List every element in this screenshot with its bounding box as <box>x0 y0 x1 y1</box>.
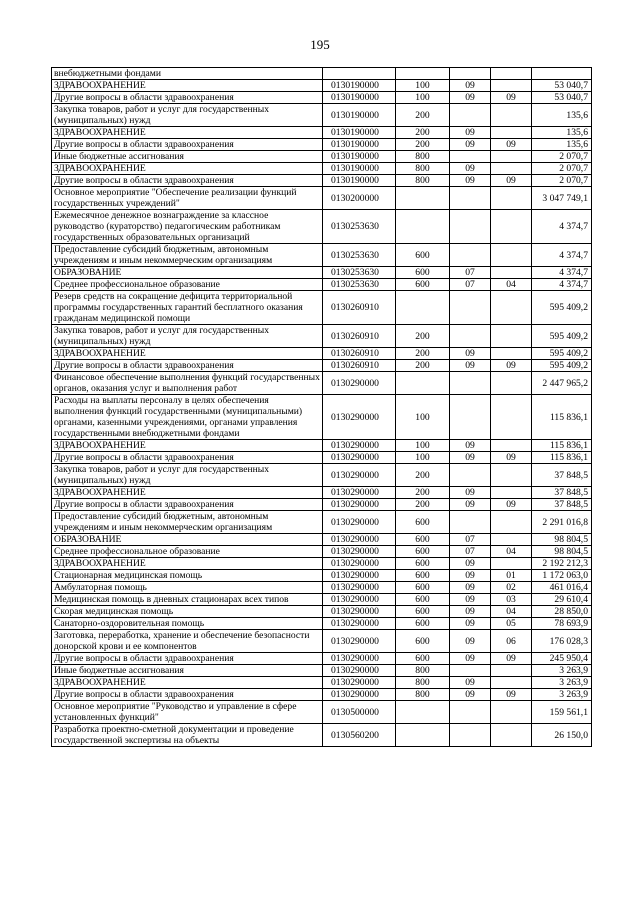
row-rz-cell: 09 <box>450 618 491 630</box>
row-name-cell: Предоставление субсидий бюджетным, автономным учреждениям и иным некоммерческим организациям <box>52 244 323 267</box>
row-vr-cell: 600 <box>396 534 450 546</box>
row-sum-cell: 115 836,1 <box>532 452 592 464</box>
row-pr-cell: 04 <box>491 279 532 291</box>
row-pr-cell: 09 <box>491 360 532 372</box>
row-code-cell: 0130290000 <box>323 440 396 452</box>
row-rz-cell: 09 <box>450 92 491 104</box>
table-row <box>52 139 592 151</box>
row-code-cell: 0130260910 <box>323 360 396 372</box>
row-vr-cell: 200 <box>396 139 450 151</box>
row-rz-cell: 09 <box>450 677 491 689</box>
row-pr-cell <box>491 665 532 677</box>
row-rz-cell: 09 <box>450 163 491 175</box>
row-name-cell: Амбулаторная помощь <box>52 582 323 594</box>
row-name-cell: ЗДРАВООХРАНЕНИЕ <box>52 80 323 92</box>
row-sum-cell: 29 610,4 <box>532 594 592 606</box>
row-rz-cell: 09 <box>450 348 491 360</box>
row-vr-cell: 600 <box>396 546 450 558</box>
row-vr-cell: 200 <box>396 325 450 348</box>
row-vr-cell <box>396 187 450 210</box>
row-name-cell: Санаторно-оздоровительная помощь <box>52 618 323 630</box>
row-name-cell: ЗДРАВООХРАНЕНИЕ <box>52 348 323 360</box>
table-row <box>52 630 592 653</box>
row-code-cell: 0130290000 <box>323 606 396 618</box>
row-sum-cell: 461 016,4 <box>532 582 592 594</box>
table-row <box>52 677 592 689</box>
table-row <box>52 582 592 594</box>
row-pr-cell <box>491 291 532 325</box>
table-row <box>52 724 592 747</box>
row-pr-cell <box>491 80 532 92</box>
row-rz-cell <box>450 151 491 163</box>
row-sum-cell: 4 374,7 <box>532 244 592 267</box>
row-sum-cell: 2 070,7 <box>532 163 592 175</box>
row-code-cell: 0130253630 <box>323 267 396 279</box>
row-sum-cell: 135,6 <box>532 127 592 139</box>
row-vr-cell: 100 <box>396 92 450 104</box>
row-code-cell: 0130190000 <box>323 163 396 175</box>
row-sum-cell: 3 263,9 <box>532 677 592 689</box>
table-row <box>52 594 592 606</box>
row-name-cell: внебюджетными фондами <box>52 68 323 80</box>
row-name-cell: Скорая медицинская помощь <box>52 606 323 618</box>
row-pr-cell <box>491 511 532 534</box>
row-name-cell: Стационарная медицинская помощь <box>52 570 323 582</box>
row-pr-cell <box>491 187 532 210</box>
row-vr-cell: 800 <box>396 677 450 689</box>
row-sum-cell: 595 409,2 <box>532 348 592 360</box>
row-pr-cell <box>491 244 532 267</box>
row-name-cell: Разработка проектно-сметной документации и проведение государственной экспертизы на объекты <box>52 724 323 747</box>
table-row <box>52 534 592 546</box>
row-sum-cell: 115 836,1 <box>532 395 592 440</box>
row-code-cell: 0130290000 <box>323 665 396 677</box>
row-vr-cell: 600 <box>396 244 450 267</box>
row-rz-cell <box>450 665 491 677</box>
row-pr-cell: 01 <box>491 570 532 582</box>
row-vr-cell: 200 <box>396 348 450 360</box>
row-rz-cell: 09 <box>450 594 491 606</box>
row-sum-cell: 135,6 <box>532 139 592 151</box>
row-vr-cell: 600 <box>396 630 450 653</box>
row-sum-cell: 37 848,5 <box>532 464 592 487</box>
row-vr-cell: 600 <box>396 582 450 594</box>
row-name-cell: Основное мероприятие "Руководство и управление в сфере установленных функций" <box>52 701 323 724</box>
row-sum-cell: 28 850,0 <box>532 606 592 618</box>
row-name-cell: Другие вопросы в области здравоохранения <box>52 689 323 701</box>
row-code-cell: 0130190000 <box>323 127 396 139</box>
row-code-cell: 0130290000 <box>323 487 396 499</box>
table-row <box>52 244 592 267</box>
row-code-cell: 0130290000 <box>323 464 396 487</box>
row-name-cell: Иные бюджетные ассигнования <box>52 665 323 677</box>
row-sum-cell: 595 409,2 <box>532 291 592 325</box>
row-code-cell: 0130290000 <box>323 582 396 594</box>
row-sum-cell: 26 150,0 <box>532 724 592 747</box>
row-name-cell: ЗДРАВООХРАНЕНИЕ <box>52 487 323 499</box>
row-name-cell: Основное мероприятие "Обеспечение реализации функций государственных учреждений" <box>52 187 323 210</box>
row-code-cell: 0130560200 <box>323 724 396 747</box>
row-pr-cell <box>491 267 532 279</box>
row-sum-cell: 2 192 212,3 <box>532 558 592 570</box>
row-vr-cell: 200 <box>396 104 450 127</box>
row-pr-cell <box>491 440 532 452</box>
row-pr-cell <box>491 163 532 175</box>
row-sum-cell: 4 374,7 <box>532 279 592 291</box>
row-vr-cell <box>396 210 450 244</box>
row-rz-cell <box>450 244 491 267</box>
row-vr-cell: 600 <box>396 618 450 630</box>
row-code-cell: 0130260910 <box>323 348 396 360</box>
row-vr-cell: 100 <box>396 440 450 452</box>
row-vr-cell: 200 <box>396 487 450 499</box>
row-code-cell: 0130190000 <box>323 92 396 104</box>
row-code-cell: 0130290000 <box>323 570 396 582</box>
row-sum-cell: 135,6 <box>532 104 592 127</box>
row-name-cell: Резерв средств на сокращение дефицита территориальной программы государственных гарантий бесплатного оказания гражданам медицинской помощи <box>52 291 323 325</box>
row-code-cell <box>323 68 396 80</box>
row-rz-cell: 07 <box>450 267 491 279</box>
row-vr-cell: 200 <box>396 499 450 511</box>
row-name-cell: Медицинская помощь в дневных стационарах всех типов <box>52 594 323 606</box>
row-name-cell: Другие вопросы в области здравоохранения <box>52 653 323 665</box>
row-rz-cell: 09 <box>450 452 491 464</box>
table-row <box>52 279 592 291</box>
row-name-cell: Среднее профессиональное образование <box>52 279 323 291</box>
budget-table <box>51 67 592 747</box>
row-sum-cell: 98 804,5 <box>532 546 592 558</box>
row-name-cell: ОБРАЗОВАНИЕ <box>52 534 323 546</box>
row-rz-cell: 09 <box>450 440 491 452</box>
row-rz-cell <box>450 464 491 487</box>
row-vr-cell: 600 <box>396 606 450 618</box>
row-sum-cell: 3 263,9 <box>532 665 592 677</box>
row-sum-cell: 2 070,7 <box>532 175 592 187</box>
table-row <box>52 689 592 701</box>
table-row <box>52 511 592 534</box>
row-pr-cell: 09 <box>491 653 532 665</box>
row-pr-cell <box>491 395 532 440</box>
row-vr-cell: 800 <box>396 151 450 163</box>
table-row <box>52 487 592 499</box>
row-name-cell: Предоставление субсидий бюджетным, автономным учреждениям и иным некоммерческим организациям <box>52 511 323 534</box>
row-rz-cell <box>450 511 491 534</box>
row-code-cell: 0130290000 <box>323 395 396 440</box>
row-name-cell: Иные бюджетные ассигнования <box>52 151 323 163</box>
row-code-cell: 0130253630 <box>323 210 396 244</box>
row-name-cell: Закупка товаров, работ и услуг для государственных (муниципальных) нужд <box>52 104 323 127</box>
row-rz-cell: 09 <box>450 360 491 372</box>
row-name-cell: ОБРАЗОВАНИЕ <box>52 267 323 279</box>
row-code-cell: 0130190000 <box>323 175 396 187</box>
table-row <box>52 499 592 511</box>
row-sum-cell: 53 040,7 <box>532 92 592 104</box>
row-sum-cell: 2 291 016,8 <box>532 511 592 534</box>
row-code-cell: 0130200000 <box>323 187 396 210</box>
row-name-cell: ЗДРАВООХРАНЕНИЕ <box>52 440 323 452</box>
row-rz-cell: 09 <box>450 558 491 570</box>
row-pr-cell <box>491 464 532 487</box>
row-pr-cell <box>491 724 532 747</box>
row-code-cell: 0130290000 <box>323 452 396 464</box>
row-sum-cell: 595 409,2 <box>532 325 592 348</box>
row-rz-cell: 07 <box>450 534 491 546</box>
table-row <box>52 348 592 360</box>
row-sum-cell: 3 263,9 <box>532 689 592 701</box>
table-row <box>52 653 592 665</box>
table-row <box>52 395 592 440</box>
row-sum-cell: 3 047 749,1 <box>532 187 592 210</box>
row-pr-cell <box>491 127 532 139</box>
row-sum-cell: 98 804,5 <box>532 534 592 546</box>
row-vr-cell: 600 <box>396 653 450 665</box>
row-name-cell: Другие вопросы в области здравоохранения <box>52 499 323 511</box>
row-vr-cell: 100 <box>396 452 450 464</box>
row-code-cell: 0130190000 <box>323 139 396 151</box>
row-name-cell: Заготовка, переработка, хранение и обеспечение безопасности донорской крови и ее компонентов <box>52 630 323 653</box>
row-vr-cell <box>396 68 450 80</box>
row-pr-cell: 09 <box>491 139 532 151</box>
row-sum-cell <box>532 68 592 80</box>
row-name-cell: ЗДРАВООХРАНЕНИЕ <box>52 127 323 139</box>
row-name-cell: ЗДРАВООХРАНЕНИЕ <box>52 677 323 689</box>
row-sum-cell: 115 836,1 <box>532 440 592 452</box>
row-vr-cell <box>396 724 450 747</box>
row-rz-cell <box>450 210 491 244</box>
row-code-cell: 0130500000 <box>323 701 396 724</box>
row-pr-cell: 09 <box>491 499 532 511</box>
row-pr-cell <box>491 534 532 546</box>
page-number: 195 <box>310 37 330 52</box>
row-pr-cell <box>491 701 532 724</box>
row-rz-cell: 09 <box>450 570 491 582</box>
row-vr-cell <box>396 291 450 325</box>
row-rz-cell <box>450 104 491 127</box>
table-row <box>52 606 592 618</box>
row-rz-cell <box>450 724 491 747</box>
row-pr-cell <box>491 558 532 570</box>
row-rz-cell: 09 <box>450 582 491 594</box>
table-row <box>52 291 592 325</box>
row-code-cell: 0130290000 <box>323 618 396 630</box>
table-row <box>52 187 592 210</box>
row-name-cell: Другие вопросы в области здравоохранения <box>52 92 323 104</box>
row-rz-cell: 09 <box>450 127 491 139</box>
row-code-cell: 0130190000 <box>323 151 396 163</box>
table-row <box>52 452 592 464</box>
row-vr-cell: 800 <box>396 689 450 701</box>
row-vr-cell: 200 <box>396 464 450 487</box>
row-pr-cell <box>491 68 532 80</box>
row-code-cell: 0130290000 <box>323 499 396 511</box>
row-sum-cell: 1 172 063,0 <box>532 570 592 582</box>
row-rz-cell: 09 <box>450 80 491 92</box>
row-name-cell: Другие вопросы в области здравоохранения <box>52 360 323 372</box>
row-code-cell: 0130290000 <box>323 689 396 701</box>
row-name-cell: ЗДРАВООХРАНЕНИЕ <box>52 558 323 570</box>
table-row <box>52 440 592 452</box>
table-row <box>52 464 592 487</box>
table-row <box>52 558 592 570</box>
row-sum-cell: 176 028,3 <box>532 630 592 653</box>
row-code-cell: 0130290000 <box>323 677 396 689</box>
row-vr-cell <box>396 372 450 395</box>
table-row <box>52 163 592 175</box>
row-vr-cell: 800 <box>396 163 450 175</box>
row-vr-cell: 100 <box>396 80 450 92</box>
row-pr-cell: 02 <box>491 582 532 594</box>
row-rz-cell: 09 <box>450 487 491 499</box>
row-code-cell: 0130260910 <box>323 291 396 325</box>
row-code-cell: 0130290000 <box>323 534 396 546</box>
row-name-cell: Другие вопросы в области здравоохранения <box>52 175 323 187</box>
row-pr-cell <box>491 677 532 689</box>
row-sum-cell: 78 693,9 <box>532 618 592 630</box>
row-rz-cell <box>450 325 491 348</box>
row-code-cell: 0130290000 <box>323 558 396 570</box>
row-code-cell: 0130290000 <box>323 653 396 665</box>
table-row <box>52 570 592 582</box>
row-rz-cell: 09 <box>450 653 491 665</box>
row-pr-cell: 09 <box>491 92 532 104</box>
row-pr-cell: 09 <box>491 689 532 701</box>
row-rz-cell: 07 <box>450 279 491 291</box>
row-code-cell: 0130190000 <box>323 80 396 92</box>
row-name-cell: Закупка товаров, работ и услуг для государственных (муниципальных) нужд <box>52 464 323 487</box>
row-pr-cell <box>491 104 532 127</box>
row-rz-cell <box>450 68 491 80</box>
row-code-cell: 0130190000 <box>323 104 396 127</box>
row-vr-cell: 600 <box>396 594 450 606</box>
row-pr-cell: 06 <box>491 630 532 653</box>
table-row <box>52 267 592 279</box>
row-rz-cell <box>450 187 491 210</box>
table-row <box>52 372 592 395</box>
row-vr-cell: 600 <box>396 511 450 534</box>
row-sum-cell: 53 040,7 <box>532 80 592 92</box>
row-vr-cell: 800 <box>396 665 450 677</box>
row-vr-cell: 800 <box>396 175 450 187</box>
row-vr-cell: 200 <box>396 360 450 372</box>
row-sum-cell: 37 848,5 <box>532 499 592 511</box>
row-pr-cell: 04 <box>491 546 532 558</box>
row-code-cell: 0130290000 <box>323 372 396 395</box>
row-vr-cell: 600 <box>396 279 450 291</box>
row-name-cell: Другие вопросы в области здравоохранения <box>52 139 323 151</box>
row-rz-cell: 07 <box>450 546 491 558</box>
row-code-cell: 0130290000 <box>323 594 396 606</box>
table-row <box>52 701 592 724</box>
table-row <box>52 618 592 630</box>
row-name-cell: Закупка товаров, работ и услуг для государственных (муниципальных) нужд <box>52 325 323 348</box>
row-rz-cell: 09 <box>450 606 491 618</box>
row-vr-cell: 600 <box>396 558 450 570</box>
row-name-cell: Финансовое обеспечение выполнения функций государственных органов, оказания услуг и выполнения работ <box>52 372 323 395</box>
row-name-cell: Ежемесячное денежное вознаграждение за классное руководство (кураторство) педагогическим работникам государственных образовательных организаций <box>52 210 323 244</box>
table-row <box>52 665 592 677</box>
table-row <box>52 80 592 92</box>
row-vr-cell: 600 <box>396 570 450 582</box>
row-rz-cell <box>450 291 491 325</box>
row-vr-cell: 200 <box>396 127 450 139</box>
row-vr-cell: 600 <box>396 267 450 279</box>
table-row <box>52 151 592 163</box>
row-code-cell: 0130290000 <box>323 511 396 534</box>
row-pr-cell: 09 <box>491 452 532 464</box>
row-code-cell: 0130290000 <box>323 546 396 558</box>
table-row <box>52 210 592 244</box>
row-pr-cell <box>491 151 532 163</box>
row-rz-cell <box>450 701 491 724</box>
row-rz-cell: 09 <box>450 689 491 701</box>
row-sum-cell: 595 409,2 <box>532 360 592 372</box>
row-name-cell: Другие вопросы в области здравоохранения <box>52 452 323 464</box>
row-sum-cell: 245 950,4 <box>532 653 592 665</box>
row-sum-cell: 2 447 965,2 <box>532 372 592 395</box>
row-sum-cell: 4 374,7 <box>532 210 592 244</box>
row-code-cell: 0130290000 <box>323 630 396 653</box>
row-pr-cell <box>491 348 532 360</box>
row-name-cell: Расходы на выплаты персоналу в целях обеспечения выполнения функций государственными (муниципальными) органами, казенными учреждениями, органами управления государственными внебюджетными фондами <box>52 395 323 440</box>
row-sum-cell: 37 848,5 <box>532 487 592 499</box>
row-pr-cell: 09 <box>491 175 532 187</box>
row-name-cell: ЗДРАВООХРАНЕНИЕ <box>52 163 323 175</box>
row-pr-cell <box>491 487 532 499</box>
row-rz-cell: 09 <box>450 630 491 653</box>
row-sum-cell: 2 070,7 <box>532 151 592 163</box>
row-vr-cell <box>396 701 450 724</box>
row-code-cell: 0130253630 <box>323 244 396 267</box>
row-rz-cell: 09 <box>450 139 491 151</box>
table-row <box>52 325 592 348</box>
row-pr-cell <box>491 210 532 244</box>
row-sum-cell: 4 374,7 <box>532 267 592 279</box>
table-row <box>52 127 592 139</box>
row-pr-cell: 04 <box>491 606 532 618</box>
row-rz-cell <box>450 395 491 440</box>
table-row <box>52 546 592 558</box>
table-row <box>52 360 592 372</box>
row-pr-cell: 05 <box>491 618 532 630</box>
row-pr-cell: 03 <box>491 594 532 606</box>
table-row <box>52 175 592 187</box>
table-row <box>52 68 592 80</box>
row-rz-cell <box>450 372 491 395</box>
row-pr-cell <box>491 325 532 348</box>
row-name-cell: Среднее профессиональное образование <box>52 546 323 558</box>
table-row <box>52 92 592 104</box>
row-sum-cell: 159 561,1 <box>532 701 592 724</box>
table-row <box>52 104 592 127</box>
row-code-cell: 0130260910 <box>323 325 396 348</box>
row-pr-cell <box>491 372 532 395</box>
row-rz-cell: 09 <box>450 175 491 187</box>
row-vr-cell: 100 <box>396 395 450 440</box>
row-code-cell: 0130253630 <box>323 279 396 291</box>
row-rz-cell: 09 <box>450 499 491 511</box>
